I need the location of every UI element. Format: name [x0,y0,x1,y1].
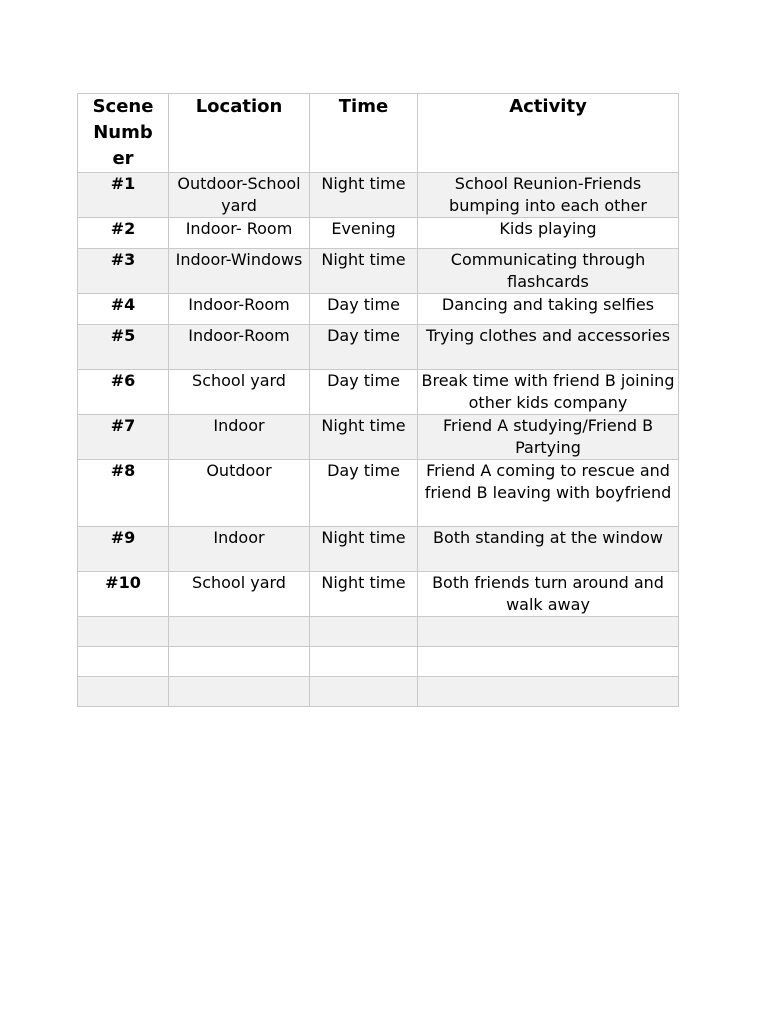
time-cell: Night time [310,572,418,617]
empty-table-row [78,617,679,647]
table-row [78,527,679,572]
location-cell: Indoor- Room [169,218,310,249]
document-page [77,93,679,707]
scene-number-cell: #4 [78,294,169,325]
location-cell: Indoor-Windows [169,249,310,294]
table-row [78,415,679,460]
table-header-row [78,94,679,173]
location-cell: Outdoor [169,460,310,527]
location-cell: Indoor-Room [169,325,310,370]
activity-cell: Trying clothes and accessories [418,325,679,370]
header-location: Location [169,94,310,173]
activity-cell: Kids playing [418,218,679,249]
activity-cell: Dancing and taking selfies [418,294,679,325]
empty-cell [78,647,169,677]
empty-table-row [78,647,679,677]
time-cell: Night time [310,249,418,294]
empty-cell [169,677,310,707]
time-cell: Evening [310,218,418,249]
location-cell: Outdoor-School yard [169,173,310,218]
activity-cell: School Reunion-Friends bumping into each other [418,173,679,218]
time-cell: Day time [310,460,418,527]
empty-table-row [78,677,679,707]
empty-cell [418,617,679,647]
empty-cell [78,677,169,707]
scene-number-cell: #5 [78,325,169,370]
empty-cell [169,647,310,677]
scene-number-cell: #8 [78,460,169,527]
scene-number-cell: #1 [78,173,169,218]
empty-cell [418,647,679,677]
table-row [78,249,679,294]
scene-number-cell: #10 [78,572,169,617]
empty-cell [418,677,679,707]
activity-cell: Break time with friend B joining other kids company [418,370,679,415]
location-cell: Indoor [169,527,310,572]
table-row [78,572,679,617]
table-row [78,325,679,370]
activity-cell: Both standing at the window [418,527,679,572]
activity-cell: Friend A coming to rescue and friend B leaving with boyfriend [418,460,679,527]
header-time: Time [310,94,418,173]
time-cell: Night time [310,415,418,460]
header-activity: Activity [418,94,679,173]
empty-cell [310,647,418,677]
table-row [78,370,679,415]
table-row [78,294,679,325]
activity-cell: Friend A studying/Friend B Partying [418,415,679,460]
location-cell: Indoor [169,415,310,460]
time-cell: Day time [310,325,418,370]
empty-cell [310,617,418,647]
empty-cell [310,677,418,707]
scene-number-cell: #9 [78,527,169,572]
empty-cell [169,617,310,647]
activity-cell: Both friends turn around and walk away [418,572,679,617]
time-cell: Night time [310,527,418,572]
empty-cell [78,617,169,647]
scene-table [77,93,679,707]
table-row [78,173,679,218]
time-cell: Night time [310,173,418,218]
time-cell: Day time [310,294,418,325]
table-row [78,460,679,527]
location-cell: School yard [169,572,310,617]
scene-number-cell: #3 [78,249,169,294]
time-cell: Day time [310,370,418,415]
location-cell: Indoor-Room [169,294,310,325]
scene-number-cell: #2 [78,218,169,249]
table-row [78,218,679,249]
scene-number-cell: #7 [78,415,169,460]
activity-cell: Communicating through flashcards [418,249,679,294]
scene-number-cell: #6 [78,370,169,415]
location-cell: School yard [169,370,310,415]
header-scene-number: Scene Numb er [78,94,169,173]
